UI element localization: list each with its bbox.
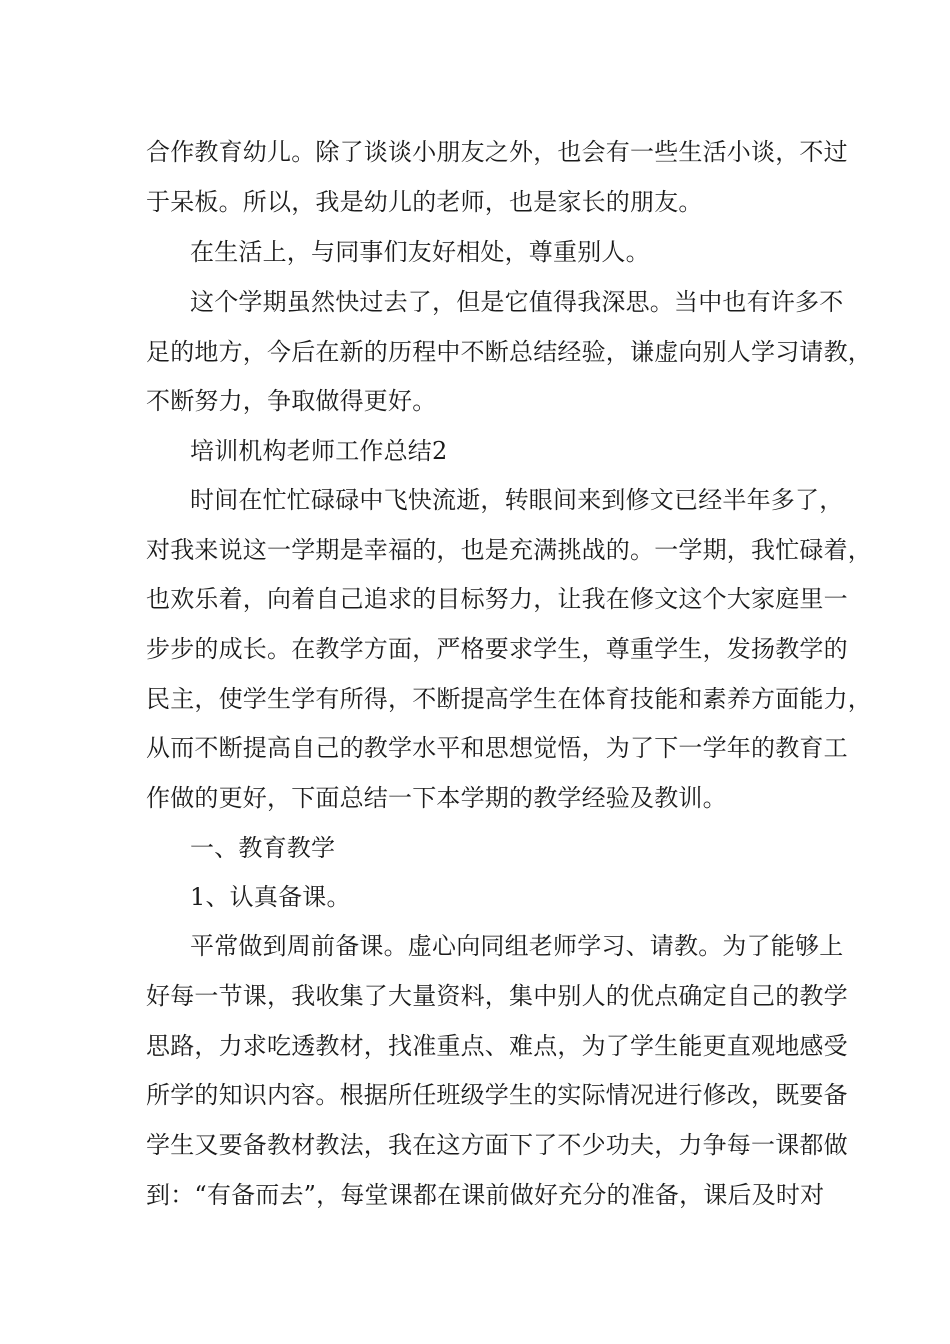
text-line: 好每一节课，我收集了大量资料，集中别人的优点确定自己的教学: [146, 982, 848, 1010]
paragraph-line: 在生活上，与同事们友好相处，尊重别人。: [190, 238, 650, 266]
subheading-line: 1、认真备课。: [190, 883, 351, 911]
text-line: 于呆板。所以，我是幼儿的老师，也是家长的朋友。: [146, 188, 703, 216]
text-line: 合作教育幼儿。除了谈谈小朋友之外，也会有一些生活小谈，不过: [146, 138, 848, 166]
text-line: 对我来说这一学期是幸福的，也是充满挑战的。一学期，我忙碌着，: [146, 536, 872, 564]
paragraph-line: 平常做到周前备课。虚心向同组老师学习、请教。为了能够上: [190, 932, 844, 960]
text-line: 民主，使学生学有所得，不断提高学生在体育技能和素养方面能力，: [146, 685, 872, 713]
text-line: 作做的更好，下面总结一下本学期的教学经验及教训。: [146, 784, 727, 812]
text-line: 步步的成长。在教学方面，严格要求学生，尊重学生，发扬教学的: [146, 635, 848, 663]
section-title: 培训机构老师工作总结2: [190, 437, 448, 465]
text-line: 所学的知识内容。根据所任班级学生的实际情况进行修改，既要备: [146, 1081, 848, 1109]
text-line: 不断努力，争取做得更好。: [146, 387, 437, 415]
text-line: 足的地方，今后在新的历程中不断总结经验，谦虚向别人学习请教，: [146, 338, 872, 366]
heading-line: 一、教育教学: [190, 834, 336, 862]
text-line: 思路，力求吃透教材，找准重点、难点，为了学生能更直观地感受: [146, 1032, 848, 1060]
text-line: 也欢乐着，向着自己追求的目标努力，让我在修文这个大家庭里一: [146, 585, 848, 613]
text-line: 从而不断提高自己的教学水平和思想觉悟，为了下一学年的教育工: [146, 734, 848, 762]
paragraph-line: 时间在忙忙碌碌中飞快流逝，转眼间来到修文已经半年多了，: [190, 486, 844, 514]
text-line: 到：“有备而去”，每堂课都在课前做好充分的准备，课后及时对: [146, 1181, 825, 1209]
paragraph-line: 这个学期虽然快过去了，但是它值得我深思。当中也有许多不: [190, 288, 844, 316]
text-line: 学生又要备教材教法，我在这方面下了不少功夫，力争每一课都做: [146, 1131, 848, 1159]
